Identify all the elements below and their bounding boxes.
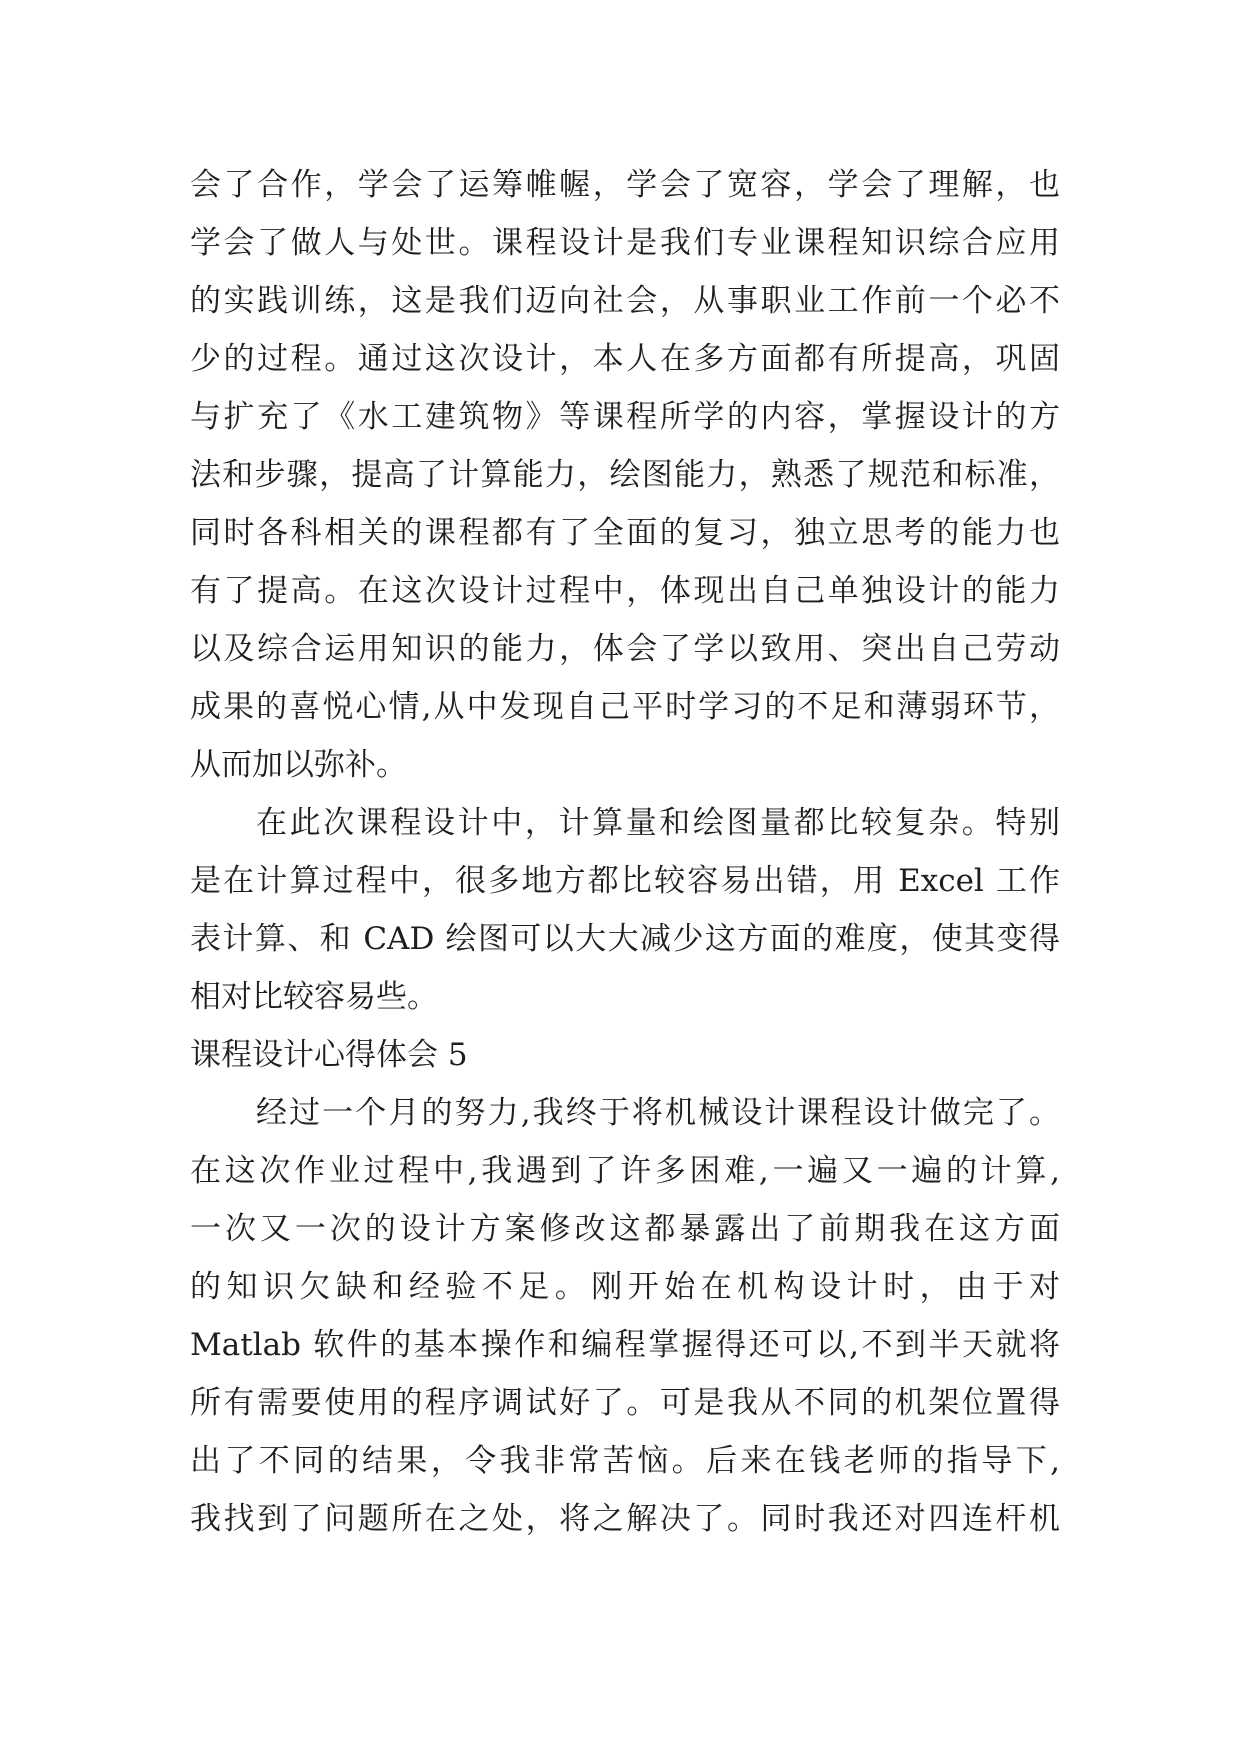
text-line: 有了提高。在这次设计过程中，体现出自己单独设计的能力	[190, 573, 1060, 609]
text-line: 以及综合运用知识的能力，体会了学以致用、突出自己劳动	[190, 631, 1060, 667]
text-line: Matlab 软件的基本操作和编程掌握得还可以,不到半天就将	[190, 1327, 1060, 1363]
text-line: 会了合作，学会了运筹帷幄，学会了宽容，学会了理解，也	[190, 167, 1060, 203]
text-line: 表计算、和 CAD 绘图可以大大减少这方面的难度，使其变得	[190, 921, 1060, 957]
text-line: 经过一个月的努力,我终于将机械设计课程设计做完了。	[256, 1095, 1060, 1131]
text-line: 一次又一次的设计方案修改这都暴露出了前期我在这方面	[190, 1211, 1060, 1247]
text-line: 的知识欠缺和经验不足。刚开始在机构设计时，由于对	[190, 1269, 1060, 1305]
text-line: 我找到了问题所在之处，将之解决了。同时我还对四连杆机	[190, 1501, 1060, 1537]
text-line: 学会了做人与处世。课程设计是我们专业课程知识综合应用	[190, 225, 1060, 261]
text-line: 与扩充了《水工建筑物》等课程所学的内容，掌握设计的方	[190, 399, 1060, 435]
text-line: 是在计算过程中，很多地方都比较容易出错，用 Excel 工作	[190, 863, 1060, 899]
text-line: 成果的喜悦心情,从中发现自己平时学习的不足和薄弱环节，	[190, 689, 1060, 725]
text-line: 相对比较容易些。	[190, 979, 438, 1015]
section-heading: 课程设计心得体会 5	[190, 1037, 468, 1073]
text-line: 的实践训练，这是我们迈向社会，从事职业工作前一个必不	[190, 283, 1060, 319]
text-line: 从而加以弥补。	[190, 747, 407, 783]
text-line: 出了不同的结果，令我非常苦恼。后来在钱老师的指导下,	[190, 1443, 1060, 1479]
text-line: 在此次课程设计中，计算量和绘图量都比较复杂。特别	[256, 805, 1060, 841]
text-line: 少的过程。通过这次设计，本人在多方面都有所提高，巩固	[190, 341, 1060, 377]
text-line: 在这次作业过程中,我遇到了许多困难,一遍又一遍的计算,	[190, 1153, 1060, 1189]
text-line: 同时各科相关的课程都有了全面的复习，独立思考的能力也	[190, 515, 1060, 551]
text-line: 所有需要使用的程序调试好了。可是我从不同的机架位置得	[190, 1385, 1060, 1421]
text-line: 法和步骤，提高了计算能力，绘图能力，熟悉了规范和标准，	[190, 457, 1060, 493]
